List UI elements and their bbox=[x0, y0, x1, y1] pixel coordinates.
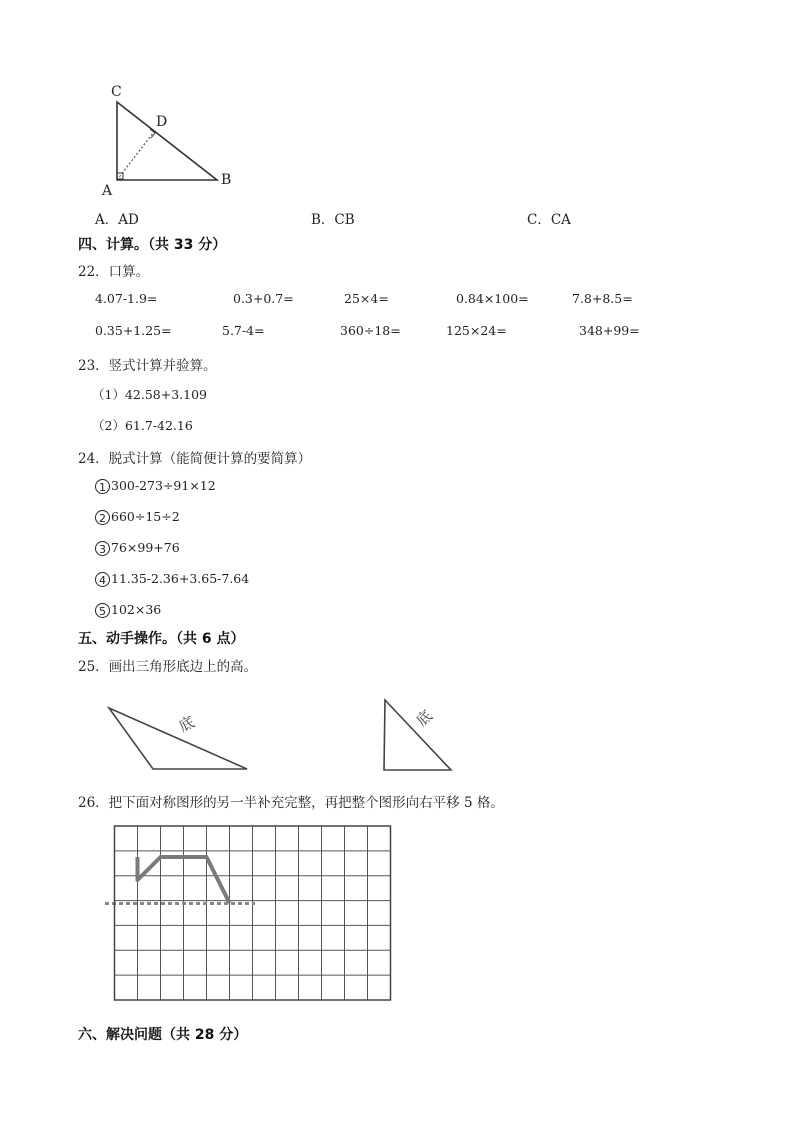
q22-expr: 7.8+8.5= bbox=[572, 291, 633, 306]
base-label: 底 bbox=[412, 706, 436, 730]
label-c: C bbox=[111, 84, 122, 100]
square-grid bbox=[100, 823, 400, 1008]
q24-item-1 bbox=[95, 478, 216, 494]
base-label: 底 bbox=[175, 712, 198, 736]
triangle-figure-2 bbox=[378, 695, 468, 777]
choice-b[interactable]: B．CB bbox=[311, 212, 355, 228]
q24-title: 24．脱式计算（能简便计算的要简算） bbox=[78, 451, 312, 467]
q24-expression: 300-273÷91×12 bbox=[111, 478, 216, 493]
triangle-figure-1 bbox=[100, 700, 260, 778]
q25-title: 25．画出三角形底边上的高。 bbox=[78, 659, 258, 675]
q24-item-4 bbox=[95, 571, 249, 587]
q22-expr: 125×24= bbox=[446, 323, 507, 338]
q24-item-3 bbox=[95, 540, 180, 556]
circled-number: 4 bbox=[95, 572, 110, 587]
label-b: B bbox=[221, 172, 232, 188]
section-4-title: 四、计算。（共 33 分） bbox=[78, 237, 227, 253]
right-triangle-figure bbox=[90, 78, 250, 198]
q22-expr: 0.35+1.25= bbox=[95, 323, 172, 338]
circled-number: 2 bbox=[95, 510, 110, 525]
q23-item-1: （1）42.58+3.109 bbox=[92, 387, 207, 402]
label-a: A bbox=[102, 183, 113, 198]
q24-expression: 102×36 bbox=[111, 602, 162, 617]
q23-item-2: （2）61.7-42.16 bbox=[92, 418, 193, 433]
q22-expr: 0.3+0.7= bbox=[233, 291, 294, 306]
choice-c[interactable]: C．CA bbox=[527, 212, 571, 228]
q22-expr: 0.84×100= bbox=[456, 291, 529, 306]
circled-number: 5 bbox=[95, 603, 110, 618]
section-6-title: 六、解决问题（共 28 分） bbox=[78, 1027, 248, 1043]
circled-number: 3 bbox=[95, 541, 110, 556]
q24-item-5 bbox=[95, 602, 161, 618]
q22-expr: 360÷18= bbox=[340, 323, 401, 338]
q24-expression: 11.35-2.36+3.65-7.64 bbox=[111, 571, 250, 586]
q22-expr: 348+99= bbox=[579, 323, 640, 338]
q22-expr: 5.7-4= bbox=[222, 323, 265, 338]
section-5-title: 五、动手操作。（共 6 点） bbox=[78, 631, 245, 647]
label-d: D bbox=[156, 114, 168, 130]
q24-item-2 bbox=[95, 509, 180, 525]
q22-title: 22．口算。 bbox=[78, 264, 150, 280]
q26-title: 26．把下面对称图形的另一半补充完整，再把整个图形向右平移 5 格。 bbox=[78, 795, 504, 811]
q22-expr: 4.07-1.9= bbox=[95, 291, 158, 306]
q24-expression: 76×99+76 bbox=[111, 540, 180, 555]
circled-number: 1 bbox=[95, 479, 110, 494]
q22-expr: 25×4= bbox=[344, 291, 389, 306]
choice-a[interactable]: A．AD bbox=[95, 212, 139, 228]
q23-title: 23．竖式计算并验算。 bbox=[78, 358, 217, 374]
q24-expression: 660÷15÷2 bbox=[111, 509, 180, 524]
